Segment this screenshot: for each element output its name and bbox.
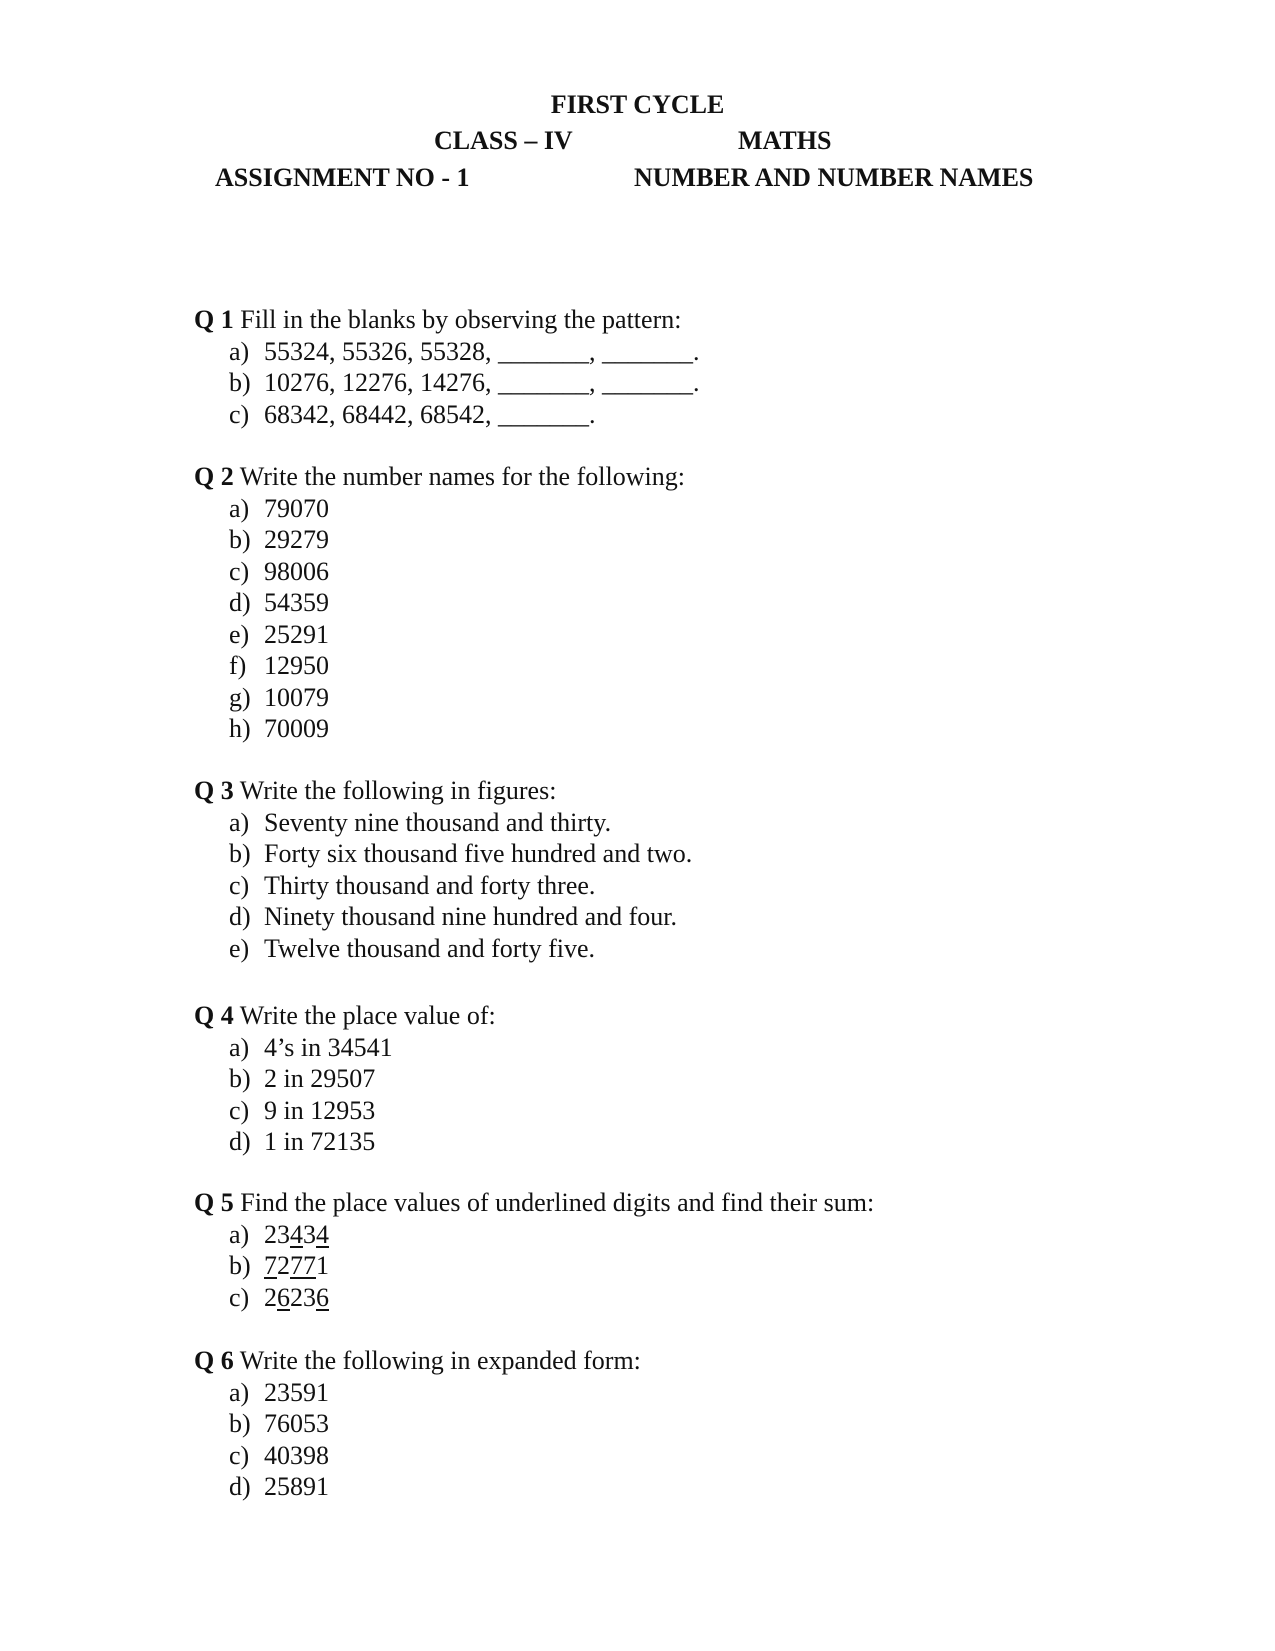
- list-item: [229, 587, 685, 619]
- item-letter: b): [229, 1064, 251, 1093]
- question-prompt: Write the following in expanded form:: [239, 1346, 641, 1375]
- item-letter: c): [229, 556, 250, 586]
- question-number: Q 4: [194, 1001, 234, 1030]
- list-item: [229, 493, 685, 525]
- question-number: Q 5: [194, 1188, 234, 1217]
- list-item: [229, 367, 700, 399]
- question-number: Q 3: [194, 776, 234, 805]
- item-text: 10276, 12276, 14276, _______, _______.: [264, 368, 700, 397]
- item-letter: b): [229, 1251, 251, 1280]
- item-text: 54359: [264, 588, 329, 617]
- list-item: [229, 1250, 874, 1282]
- digit: 3: [277, 1219, 290, 1249]
- item-letter: d): [229, 1472, 251, 1501]
- item-letter: e): [229, 619, 250, 649]
- subject-label: MATHS: [738, 126, 832, 155]
- item-text: 79070: [264, 493, 329, 523]
- question-prompt: Write the place value of:: [239, 1001, 496, 1030]
- list-item: [229, 1282, 874, 1314]
- list-item: [229, 1063, 496, 1095]
- item-text: 55324, 55326, 55328, _______, _______.: [264, 336, 700, 366]
- question-5: [194, 1187, 874, 1313]
- list-item: [229, 1095, 496, 1127]
- digit: 1: [316, 1251, 329, 1280]
- question-items: [194, 807, 692, 965]
- digit: 3: [303, 1282, 316, 1312]
- list-item: [229, 807, 692, 839]
- item-text: 23591: [264, 1377, 329, 1407]
- question-3: [194, 775, 692, 964]
- question-6: [194, 1345, 641, 1503]
- item-text: 1 in 72135: [264, 1127, 376, 1156]
- item-letter: c): [229, 1282, 250, 1312]
- item-text: Twelve thousand and forty five.: [264, 933, 596, 963]
- question-items: [194, 1377, 641, 1503]
- question-number: Q 6: [194, 1346, 234, 1375]
- question-items: [194, 336, 700, 431]
- item-text: 25891: [264, 1472, 329, 1501]
- item-text: 25291: [264, 619, 329, 649]
- list-item: [229, 682, 685, 714]
- underlined-number: [264, 1251, 329, 1280]
- question-items: [194, 493, 685, 745]
- item-text: Ninety thousand nine hundred and four.: [264, 902, 678, 931]
- question-heading: [194, 304, 700, 336]
- item-letter: h): [229, 714, 251, 743]
- list-item: [229, 713, 685, 745]
- list-item: [229, 650, 685, 682]
- question-number: Q 1: [194, 305, 234, 334]
- page-title: FIRST CYCLE: [550, 90, 725, 119]
- item-letter: c): [229, 870, 250, 900]
- underlined-number: [264, 1220, 329, 1249]
- digit: 7: [303, 1251, 316, 1280]
- digit: 7: [264, 1251, 277, 1280]
- digit: 2: [264, 1282, 277, 1312]
- question-prompt: Fill in the blanks by observing the pattern:: [240, 305, 682, 334]
- item-letter: a): [229, 807, 250, 837]
- question-prompt: Write the following in figures:: [239, 776, 557, 805]
- digit: 4: [290, 1219, 303, 1249]
- question-items: [194, 1032, 496, 1158]
- item-letter: a): [229, 1032, 250, 1062]
- digit: 2: [290, 1282, 303, 1312]
- list-item: [229, 524, 685, 556]
- item-letter: c): [229, 1440, 250, 1470]
- question-heading: [194, 775, 692, 807]
- item-text: Seventy nine thousand and thirty.: [264, 807, 612, 837]
- item-letter: c): [229, 1095, 250, 1125]
- item-text: Forty six thousand five hundred and two.: [264, 839, 693, 868]
- question-heading: [194, 461, 685, 493]
- item-letter: f): [229, 651, 247, 680]
- question-prompt: Write the number names for the following:: [239, 462, 685, 491]
- item-letter: g): [229, 682, 251, 712]
- list-item: [229, 1032, 496, 1064]
- item-letter: b): [229, 1409, 251, 1438]
- digit: 4: [316, 1219, 329, 1249]
- digit: 3: [303, 1219, 316, 1249]
- list-item: [229, 1377, 641, 1409]
- item-text: 40398: [264, 1440, 329, 1470]
- question-2: [194, 461, 685, 745]
- item-letter: a): [229, 1219, 250, 1249]
- question-4: [194, 1000, 496, 1158]
- list-item: [229, 1219, 874, 1251]
- item-text: 29279: [264, 525, 329, 554]
- digit: 2: [277, 1251, 290, 1280]
- question-number: Q 2: [194, 462, 234, 491]
- item-text: 70009: [264, 714, 329, 743]
- item-text: 76053: [264, 1409, 329, 1438]
- question-heading: [194, 1187, 874, 1219]
- question-heading: [194, 1345, 641, 1377]
- list-item: [229, 1471, 641, 1503]
- item-text: 68342, 68442, 68542, _______.: [264, 399, 596, 429]
- item-letter: d): [229, 1127, 251, 1156]
- assignment-number: ASSIGNMENT NO - 1: [215, 163, 470, 192]
- item-letter: a): [229, 336, 250, 366]
- question-1: [194, 304, 700, 430]
- list-item: [229, 901, 692, 933]
- item-letter: a): [229, 493, 250, 523]
- digit: 7: [290, 1251, 303, 1280]
- list-item: [229, 1408, 641, 1440]
- item-text: 9 in 12953: [264, 1095, 376, 1125]
- item-letter: a): [229, 1377, 250, 1407]
- question-prompt: Find the place values of underlined digits and find their sum:: [240, 1188, 875, 1217]
- digit: 2: [264, 1219, 277, 1249]
- item-letter: b): [229, 839, 251, 868]
- list-item: [229, 838, 692, 870]
- digit: 6: [277, 1282, 290, 1312]
- topic-title: NUMBER AND NUMBER NAMES: [634, 163, 1034, 192]
- list-item: [229, 336, 700, 368]
- list-item: [229, 399, 700, 431]
- list-item: [229, 933, 692, 965]
- underlined-number: [264, 1283, 329, 1312]
- item-letter: b): [229, 368, 251, 397]
- item-letter: d): [229, 588, 251, 617]
- item-letter: e): [229, 933, 250, 963]
- item-text: Thirty thousand and forty three.: [264, 870, 596, 900]
- item-text: 12950: [264, 651, 329, 680]
- question-items: [194, 1219, 874, 1314]
- class-label: CLASS – IV: [434, 126, 573, 155]
- list-item: [229, 1126, 496, 1158]
- item-text: 10079: [264, 682, 329, 712]
- item-text: 2 in 29507: [264, 1064, 376, 1093]
- item-text: 98006: [264, 556, 329, 586]
- list-item: [229, 870, 692, 902]
- item-letter: c): [229, 399, 250, 429]
- item-text: 4’s in 34541: [264, 1032, 393, 1062]
- list-item: [229, 1440, 641, 1472]
- item-letter: b): [229, 525, 251, 554]
- list-item: [229, 619, 685, 651]
- item-letter: d): [229, 902, 251, 931]
- question-heading: [194, 1000, 496, 1032]
- digit: 6: [316, 1282, 329, 1312]
- list-item: [229, 556, 685, 588]
